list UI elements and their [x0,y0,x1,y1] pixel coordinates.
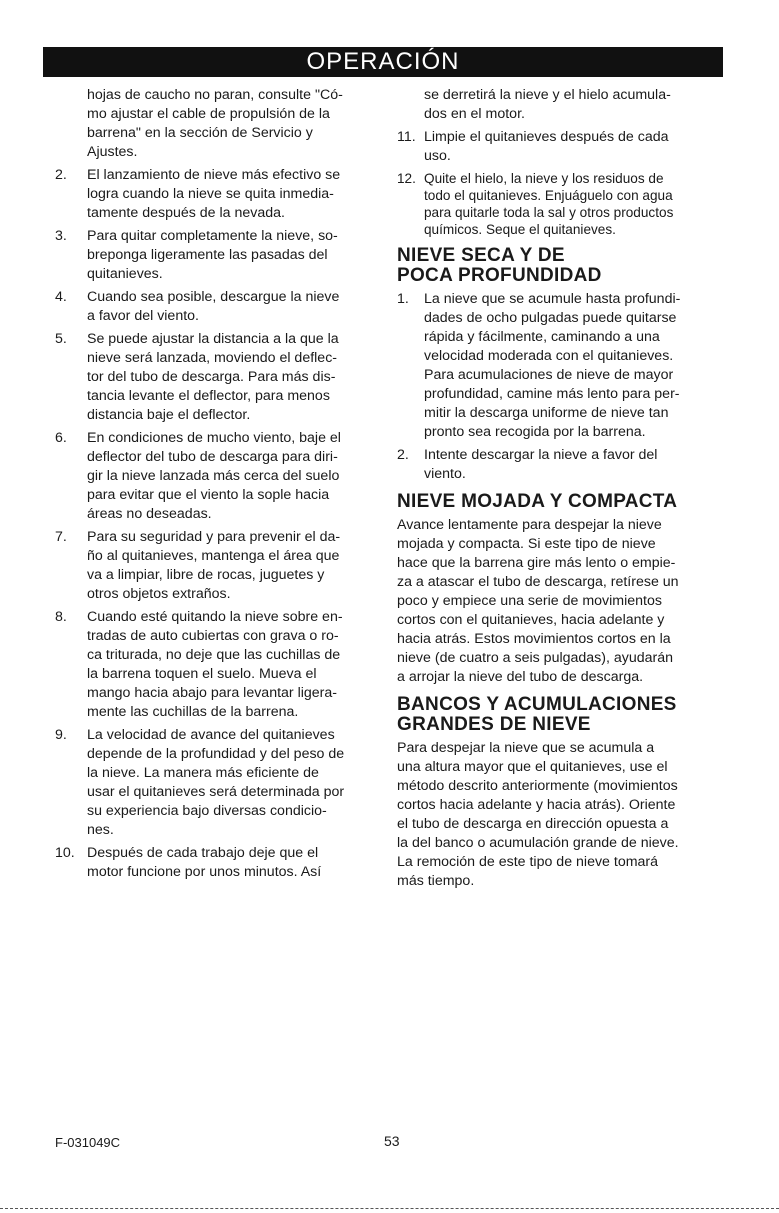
list-item [55,726,360,840]
item-number: 6. [55,430,67,446]
item-text: Para quitar completamente la nieve, so- breponga ligeramente las pasadas del quitanieves. [87,228,338,282]
page-edge-rule [0,1208,779,1209]
item-text: El lanzamiento de nieve más efectivo se logra cuando la nieve se quita inmedia- tamente después de la nevada. [87,167,341,221]
list-item [397,290,727,442]
item-number: 3. [55,228,67,244]
list-item [55,608,360,722]
section-paragraph: Avance lentamente para despejar la nieve mojada y compacta. Si este tipo de nieve hace que la barrena gire más lento o empie- za a atascar el tubo de descarga, retírese un poco y empiece una serie de movimientos cortos con el quitanieves, hacia adelante y hacia atrás. Estos movimientos cortos en la nieve (de cuatro a seis pulgadas), ayudarán a arrojar la nieve del tubo de descarga. [397,517,679,685]
item-number: 10. [55,845,75,861]
item-text: Limpie el quitanieves después de cada uso. [424,129,669,164]
item-text: Se puede ajustar la distancia a la que la nieve será lanzada, moviendo el deflec- tor del tubo de descarga. Para más dis- tancia levante el deflector, para menos distancia baje el deflector. [87,331,339,423]
item-text: Cuando esté quitando la nieve sobre en- tradas de auto cubiertas con grava o ro- ca triturada, no deje que las cuchillas de la barrena toquen el suelo. Mueva el mango hacia abajo para levantar ligera- mente las cuchillas de la barrena. [87,609,343,720]
item-number: 2. [397,447,409,463]
section-banner: OPERACIÓN [43,47,723,77]
item-text: Después de cada trabajo deje que el motor funcione por unos minutos. Así [87,845,322,880]
document-code: F-031049C [55,1135,121,1150]
section-heading: NIEVE SECA Y DE POCA PROFUNDIDAD [397,245,602,286]
item-text: En condiciones de mucho viento, baje el deflector del tubo de descarga para diri- gir la nieve lanzada más cerca del suelo para evitar que el viento la sople hacia áreas no deseadas. [87,430,341,522]
item-number: 7. [55,529,67,545]
item-number: 8. [55,609,67,625]
section-paragraph: Para despejar la nieve que se acumula a una altura mayor que el quitanieves, use el método descrito anteriormente (movimientos cortos hacia adelante y hacia atrás). Oriente el tubo de descarga en dirección opuesta a la del banco o acumulación grande de nieve. La remoción de este tipo de nieve tomará más tiempo. [397,740,679,889]
item-text: La nieve que se acumule hasta profundi- dades de ocho pulgadas puede quitarse rápida y fácilmente, caminando a una velocidad moderada con el quitanieves. Para acumulaciones de nieve de mayor profundidad, camine más lento para per- mitir la descarga uniforme de nieve tan pronto sea recogida por la barrena. [424,291,681,440]
item-number: 4. [55,289,67,305]
item-text: La velocidad de avance del quitanieves depende de la profundidad y del peso de la nieve. La manera más eficiente de usar el quitanieves será determinada por su experiencia bajo diversas condicio- nes. [87,727,345,838]
item-number: 1. [397,291,409,307]
continuation-text: hojas de caucho no paran, consulte "Có- mo ajustar el cable de propulsión de la barrena" en la sección de Servicio y Ajustes. [87,87,343,160]
list-item [55,844,360,882]
list-item [55,166,360,223]
item-text: Cuando sea posible, descargue la nieve a favor del viento. [87,289,340,324]
item-number: 9. [55,727,67,743]
section-heading: NIEVE MOJADA Y COMPACTA [397,491,678,512]
list-item [55,429,360,524]
list-item [397,128,727,166]
item-number: 12. [397,171,416,186]
page-number: 53 [384,1133,400,1149]
list-item [55,528,360,604]
item-text: Intente descargar la nieve a favor del viento. [424,447,658,482]
section-heading: BANCOS Y ACUMULACIONES GRANDES DE NIEVE [397,694,677,735]
continuation-text: se derretirá la nieve y el hielo acumula- dos en el motor. [424,87,671,122]
list-item [55,227,360,284]
item-text: Quite el hielo, la nieve y los residuos de todo el quitanieves. Enjuáguelo con agua para quitarle toda la sal y otros productos químicos. Seque el quitanieves. [424,171,674,237]
list-item [55,288,360,326]
item-text: Para su seguridad y para prevenir el da- ño al quitanieves, mantenga el área que va a limpiar, libre de rocas, juguetes y otros objetos extraños. [87,529,341,602]
list-item [55,330,360,425]
item-number: 5. [55,331,67,347]
list-item [397,170,727,238]
left-column [55,86,360,886]
right-column [397,86,727,895]
item-number: 2. [55,167,67,183]
list-item [397,446,727,484]
item-number: 11. [397,129,416,145]
